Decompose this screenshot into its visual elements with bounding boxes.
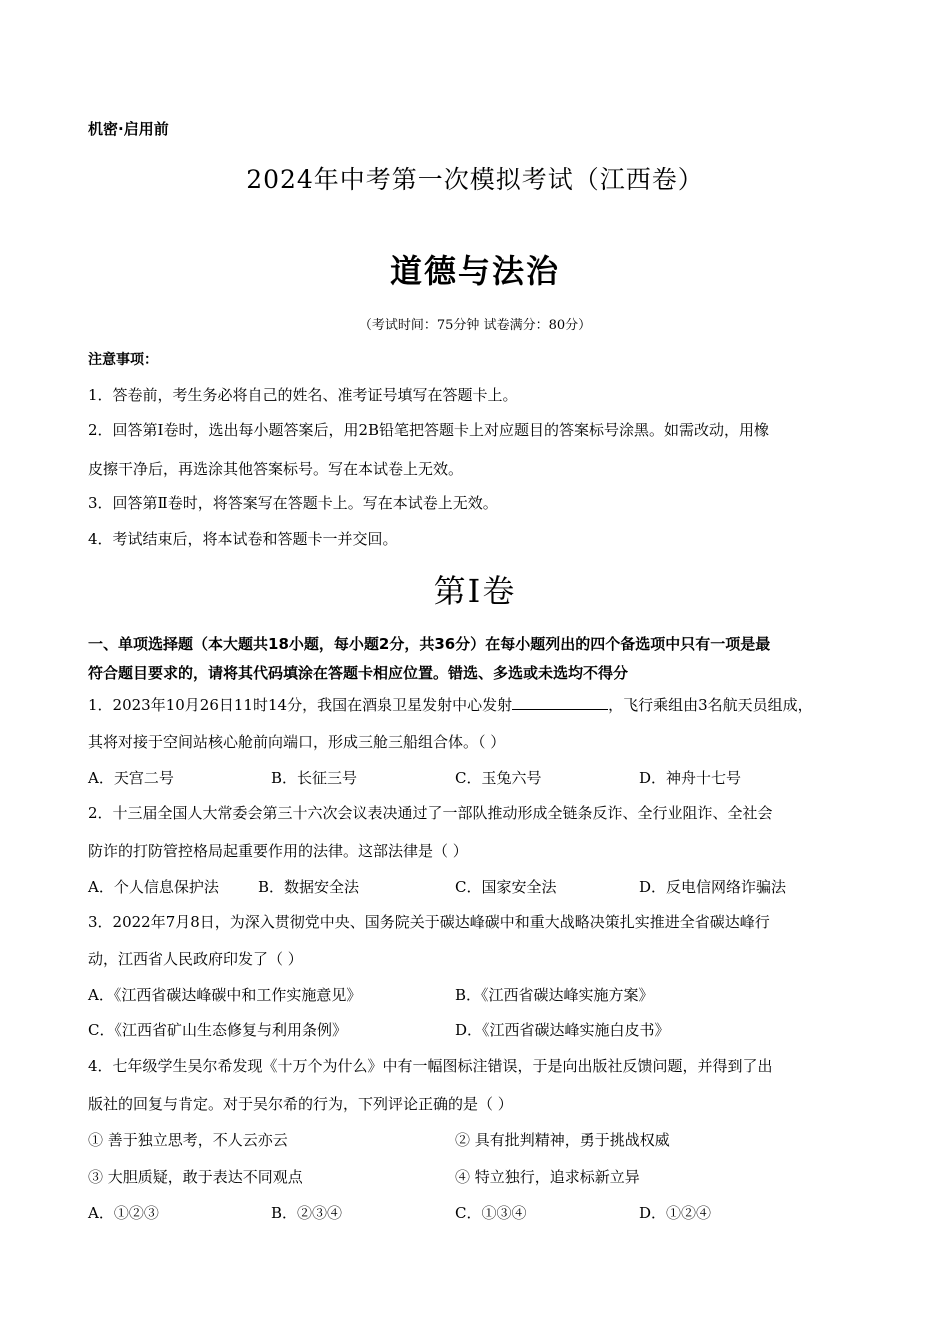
question-1-text: ，飞行乘组由3名航天员组成， <box>608 696 813 714</box>
option-b: B．数据安全法 <box>258 878 360 896</box>
option-d: D．反电信网络诈骗法 <box>639 878 787 896</box>
option-b: B．②③④ <box>271 1204 343 1222</box>
option-a: A．①②③ <box>88 1204 159 1222</box>
answer-blank <box>512 695 608 710</box>
option-a: A．个人信息保护法 <box>88 878 219 896</box>
question-3-text: 动，江西省人民政府印发了（ ） <box>88 950 303 968</box>
part-title: 第Ⅰ卷 <box>433 572 517 610</box>
notice-item: 3．回答第Ⅱ卷时，将答案写在答题卡上。写在本试卷上无效。 <box>88 494 498 512</box>
subject-title: 道德与法治 <box>389 252 560 290</box>
option-d: D．神舟十七号 <box>639 769 742 787</box>
question-4-text: 4．七年级学生吴尔希发现《十万个为什么》中有一幅图标注错误，于是向出版社反馈问题，并得到了出 <box>88 1057 773 1075</box>
option-c: C．①③④ <box>455 1204 527 1222</box>
option-b: B．长征三号 <box>271 769 358 787</box>
exam-title: 2024年中考第一次模拟考试（江西卷） <box>246 165 704 194</box>
question-3-text: 3．2022年7月8日，为深入贯彻党中央、国务院关于碳达峰碳中和重大战略决策扎实推进全省碳达峰行 <box>88 913 770 931</box>
option-d: D．《江西省碳达峰实施白皮书》 <box>455 1021 670 1039</box>
statement-3: ③ 大胆质疑，敢于表达不同观点 <box>88 1168 303 1186</box>
question-2-text: 2．十三届全国人大常委会第三十六次会议表决通过了一部队推动形成全链条反诈、全行业阻诈、全社会 <box>88 804 773 822</box>
notice-heading: 注意事项： <box>88 352 158 368</box>
option-b: B．《江西省碳达峰实施方案》 <box>455 986 654 1004</box>
confidential-label: 机密·启用前 <box>88 120 169 138</box>
section-instructions: 一、单项选择题（本大题共18小题，每小题2分，共36分）在每小题列出的四个备选项中只有一项是最 <box>88 635 771 653</box>
question-1 <box>88 694 813 715</box>
option-d: D．①②④ <box>639 1204 712 1222</box>
section-instructions: 符合题目要求的，请将其代码填涂在答题卡相应位置。错选、多选或未选均不得分 <box>88 664 629 682</box>
option-c: C．《江西省矿山生态修复与利用条例》 <box>88 1021 347 1039</box>
statement-2: ② 具有批判精神，勇于挑战权威 <box>455 1131 670 1149</box>
option-a: A．《江西省碳达峰碳中和工作实施意见》 <box>88 986 362 1004</box>
notice-item: 皮擦干净后，再选涂其他答案标号。写在本试卷上无效。 <box>88 460 464 478</box>
question-1-text: 其将对接于空间站核心舱前向端口，形成三舱三船组合体。（ ） <box>88 733 506 751</box>
option-c: C．国家安全法 <box>455 878 557 896</box>
notice-item: 2．回答第Ⅰ卷时，选出每小题答案后，用2B铅笔把答题卡上对应题目的答案标号涂黑。如需改动，用橡 <box>88 421 770 439</box>
option-c: C．玉兔六号 <box>455 769 542 787</box>
statement-4: ④ 特立独行，追求标新立异 <box>455 1168 640 1186</box>
notice-item: 1．答卷前，考生务必将自己的姓名、准考证号填写在答题卡上。 <box>88 386 518 404</box>
question-4-text: 版社的回复与肯定。对于吴尔希的行为，下列评论正确的是（ ） <box>88 1095 513 1113</box>
notice-item: 4．考试结束后，将本试卷和答题卡一并交回。 <box>88 530 398 548</box>
option-a: A．天宫二号 <box>88 769 174 787</box>
question-2-text: 防诈的打防管控格局起重要作用的法律。这部法律是（ ） <box>88 842 468 860</box>
exam-meta: （考试时间：75分钟 试卷满分：80分） <box>358 318 592 333</box>
statement-1: ① 善于独立思考，不人云亦云 <box>88 1131 288 1149</box>
question-1-text: 1．2023年10月26日11时14分，我国在酒泉卫星发射中心发射 <box>88 696 513 714</box>
